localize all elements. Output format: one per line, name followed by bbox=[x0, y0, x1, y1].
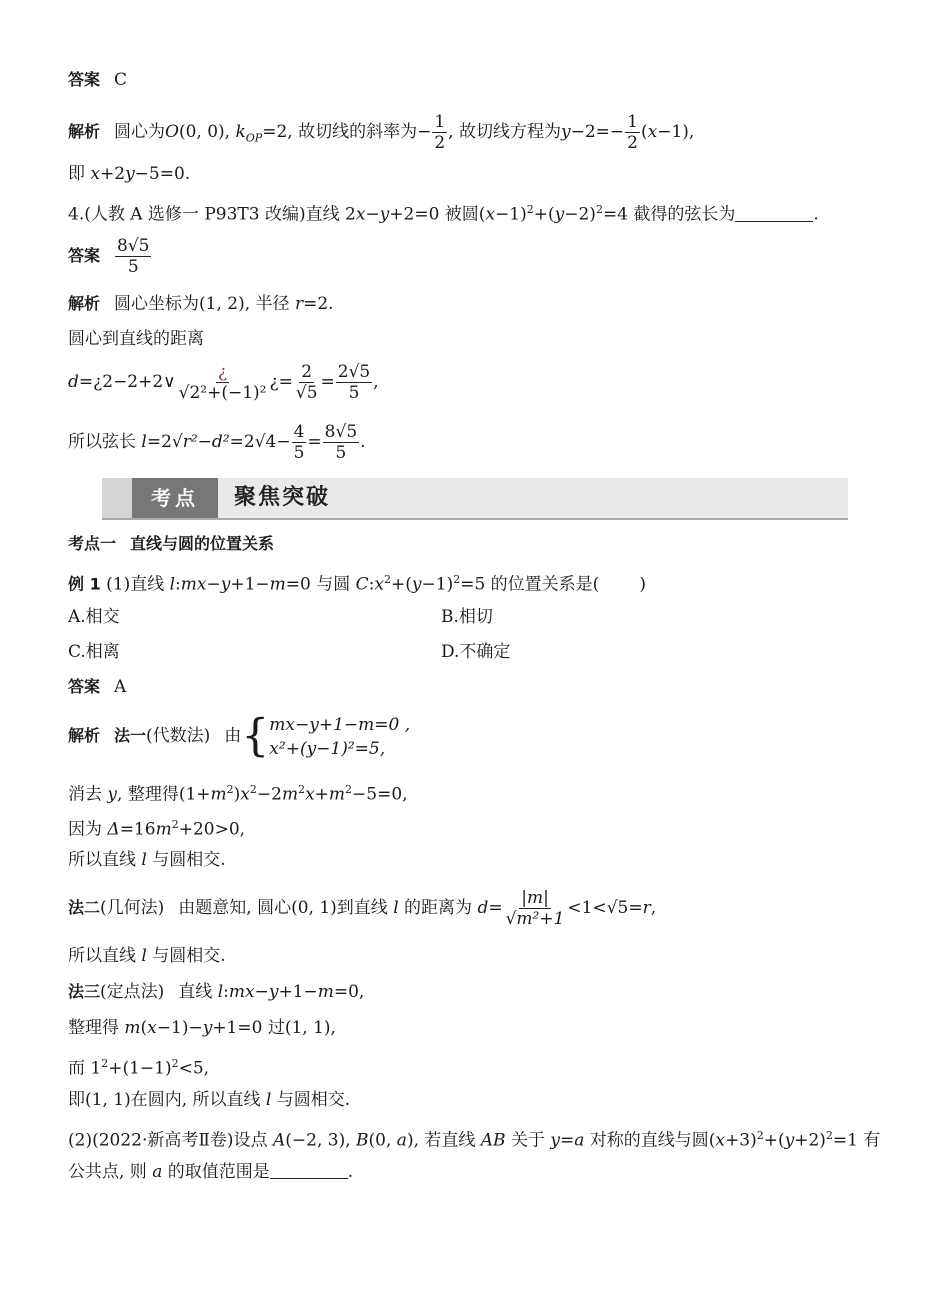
text: 由题意知, 圆心(0, 1)到直线 bbox=[178, 898, 394, 918]
text: C bbox=[355, 574, 369, 595]
fraction bbox=[432, 112, 447, 153]
text: a bbox=[396, 1130, 407, 1151]
analysis-label: 解析 bbox=[68, 122, 101, 141]
denominator: 2 bbox=[434, 133, 446, 153]
text: 整理得 bbox=[68, 1018, 125, 1038]
text: 直线 bbox=[178, 982, 218, 1002]
text: . bbox=[347, 1162, 354, 1182]
text: m bbox=[155, 819, 172, 840]
text: +( bbox=[763, 1130, 785, 1151]
text: y bbox=[550, 1130, 560, 1151]
superscript: 2 bbox=[298, 783, 306, 796]
text: − bbox=[206, 574, 221, 595]
superscript: 2 bbox=[595, 203, 603, 216]
text: : bbox=[223, 982, 229, 1002]
superscript: 2 bbox=[249, 783, 257, 796]
text: , 故切线方程为 bbox=[448, 122, 561, 142]
superscript: 2 bbox=[825, 1129, 833, 1142]
text: 所以弦长 bbox=[68, 432, 142, 452]
text: =2, 故切线的斜率为− bbox=[262, 122, 432, 142]
text: +( bbox=[533, 204, 555, 225]
text: + bbox=[314, 784, 329, 805]
text: = bbox=[320, 372, 335, 392]
text: √4− bbox=[254, 432, 291, 452]
text: m bbox=[269, 574, 286, 595]
text: m bbox=[317, 982, 334, 1002]
answer-value: A bbox=[114, 677, 127, 697]
text: 的取值范围是 bbox=[162, 1162, 270, 1182]
section-banner bbox=[102, 478, 848, 520]
equation-row: x²+(y−1)²=5, bbox=[269, 738, 386, 759]
denominator: √m²+1 bbox=[505, 909, 565, 929]
answer-line-1 bbox=[68, 68, 127, 92]
superscript: 2 bbox=[171, 818, 179, 831]
elimination bbox=[68, 778, 408, 807]
text: +20>0, bbox=[178, 819, 246, 840]
text: =16 bbox=[119, 819, 156, 840]
denominator: 5 bbox=[127, 257, 139, 277]
text: +2) bbox=[794, 1130, 826, 1151]
method-label: 法二 bbox=[68, 898, 101, 917]
superscript: 2 bbox=[171, 1057, 179, 1070]
text: x bbox=[147, 1018, 157, 1038]
conclusion-1 bbox=[68, 848, 226, 872]
banner-tag: 考点 bbox=[132, 478, 218, 518]
text: <1<√5= bbox=[567, 898, 643, 918]
subscript: OP bbox=[245, 131, 263, 145]
text: − bbox=[254, 982, 269, 1002]
numerator: 1 bbox=[434, 112, 446, 132]
text: 对称的直线与圆( bbox=[584, 1130, 716, 1151]
text: m bbox=[124, 1018, 141, 1038]
text: 即 bbox=[68, 164, 91, 184]
text: y bbox=[560, 122, 571, 142]
example-1 bbox=[68, 568, 646, 597]
question-2-cont bbox=[68, 1160, 353, 1184]
text: 与圆相交. bbox=[271, 1090, 351, 1110]
text: y bbox=[220, 574, 231, 595]
numerator: ¿ bbox=[218, 362, 228, 382]
text: y bbox=[202, 1018, 213, 1038]
text: ( bbox=[640, 122, 648, 142]
banner-decoration bbox=[102, 478, 132, 518]
text: =2 bbox=[229, 432, 255, 452]
text: (0, bbox=[368, 1130, 397, 1151]
answer-blank[interactable] bbox=[735, 207, 813, 222]
text: =0 与圆 bbox=[285, 574, 356, 595]
text: l bbox=[393, 898, 399, 918]
text: , bbox=[373, 372, 379, 392]
text: mx bbox=[180, 574, 207, 595]
text: : bbox=[175, 574, 181, 595]
text: ) bbox=[233, 784, 241, 805]
chord-length bbox=[68, 418, 366, 466]
text: = bbox=[559, 1130, 575, 1151]
conclusion-2 bbox=[68, 944, 226, 968]
answer-blank[interactable] bbox=[270, 1164, 348, 1179]
text: , 整理得(1+ bbox=[117, 784, 211, 805]
text: k bbox=[235, 122, 246, 142]
text: 所以直线 bbox=[68, 850, 142, 870]
text: 与圆相交. bbox=[146, 850, 226, 870]
text: . bbox=[813, 204, 819, 225]
numerator: 2√5 bbox=[337, 362, 371, 382]
answer-label: 答案 bbox=[68, 246, 101, 265]
text: d bbox=[68, 372, 79, 392]
analysis-label: 解析 bbox=[68, 726, 101, 745]
inequality bbox=[68, 1052, 209, 1081]
fraction bbox=[336, 362, 372, 403]
text: (定点法) bbox=[100, 982, 165, 1002]
superscript: 2 bbox=[453, 573, 461, 586]
text: l bbox=[141, 850, 147, 870]
option-a[interactable]: A.相交 bbox=[68, 607, 120, 627]
superscript: 2 bbox=[101, 1057, 109, 1070]
superscript: 2 bbox=[384, 573, 392, 586]
text: l bbox=[141, 432, 147, 452]
numerator: 2 bbox=[301, 362, 313, 382]
text: +(1−1) bbox=[108, 1058, 172, 1079]
text: B bbox=[356, 1130, 369, 1151]
text: l bbox=[169, 574, 176, 595]
text: y bbox=[554, 204, 565, 225]
denominator: √2²+(−1)² bbox=[178, 383, 267, 403]
text: x bbox=[647, 122, 658, 142]
text: x bbox=[374, 574, 385, 595]
text: . bbox=[360, 432, 366, 452]
method-label: 法三 bbox=[68, 982, 101, 1001]
example-label: 例 1 bbox=[68, 574, 101, 594]
superscript: 2 bbox=[345, 783, 353, 796]
text: a bbox=[152, 1162, 163, 1182]
denominator: 5 bbox=[348, 383, 360, 403]
text: x bbox=[305, 784, 315, 805]
text: 所以直线 bbox=[68, 946, 142, 966]
text: +( bbox=[391, 574, 412, 595]
text: 消去 bbox=[68, 784, 108, 805]
text: d bbox=[477, 898, 489, 918]
text: y bbox=[268, 982, 279, 1002]
text: x bbox=[485, 204, 496, 225]
text: =0, bbox=[333, 982, 365, 1002]
result-line bbox=[68, 162, 190, 186]
distance-label bbox=[68, 327, 204, 351]
superscript: 2 bbox=[226, 783, 234, 796]
text: −2 bbox=[256, 784, 282, 805]
analysis-line-1 bbox=[68, 112, 694, 153]
topic-title: 直线与圆的位置关系 bbox=[130, 534, 275, 553]
text: −2=− bbox=[570, 122, 625, 142]
text: x bbox=[240, 784, 250, 805]
text: A bbox=[272, 1130, 286, 1151]
numerator: 8√5 bbox=[117, 236, 150, 256]
denominator: 5 bbox=[335, 443, 347, 463]
numerator: 4 bbox=[293, 422, 305, 442]
text: r bbox=[642, 898, 651, 918]
distance-formula bbox=[68, 358, 379, 406]
superscript: 2 bbox=[756, 1129, 764, 1142]
text: r bbox=[294, 294, 304, 314]
denominator: √5 bbox=[295, 383, 318, 403]
text: : bbox=[368, 574, 375, 595]
banner-title: 聚焦突破 bbox=[234, 485, 331, 510]
text: 因为 bbox=[68, 819, 108, 840]
text: = bbox=[307, 432, 322, 452]
text: m bbox=[328, 784, 346, 805]
denominator: 2 bbox=[627, 133, 638, 153]
text: ( bbox=[140, 1018, 148, 1038]
text: √r²−d² bbox=[171, 432, 230, 452]
option-b[interactable]: B.相切 bbox=[441, 607, 493, 627]
fixed-point bbox=[68, 1016, 336, 1040]
text: +1− bbox=[278, 982, 318, 1002]
text: (2)(2022·新高考Ⅱ卷)设点 bbox=[68, 1130, 273, 1151]
text: =1 有 bbox=[832, 1130, 881, 1151]
analysis-line-2 bbox=[68, 292, 334, 316]
text: l bbox=[141, 946, 147, 966]
text: (0, 0), bbox=[178, 122, 236, 142]
text: +1− bbox=[230, 574, 270, 595]
text: 即(1, 1)在圆内, 所以直线 bbox=[68, 1090, 266, 1110]
text: −1) bbox=[495, 204, 527, 225]
text: mx bbox=[228, 982, 255, 1002]
answer-value: C bbox=[114, 70, 128, 90]
text: l bbox=[217, 982, 224, 1002]
method-2 bbox=[68, 882, 656, 934]
analysis-label: 解析 bbox=[68, 294, 101, 313]
text: 而 1 bbox=[68, 1058, 102, 1079]
text: − bbox=[365, 204, 380, 225]
text: 关于 bbox=[505, 1130, 551, 1151]
answer-line-2 bbox=[68, 232, 152, 280]
option-d[interactable]: D.不确定 bbox=[441, 642, 511, 662]
text: −1), bbox=[657, 122, 695, 142]
discriminant bbox=[68, 813, 245, 842]
text: (−2, 3), bbox=[285, 1130, 357, 1151]
text: −2) bbox=[564, 204, 596, 225]
text: 4.(人教 A 选修一 P93T3 改编)直线 2 bbox=[68, 204, 356, 225]
text: m bbox=[281, 784, 299, 805]
text: (几何法) bbox=[100, 898, 165, 918]
answer-fraction bbox=[115, 236, 151, 277]
text: y bbox=[784, 1130, 795, 1151]
fraction bbox=[323, 422, 359, 463]
question-4 bbox=[68, 198, 819, 227]
text: <5, bbox=[178, 1058, 210, 1079]
text: ¿= bbox=[269, 372, 293, 392]
method-3 bbox=[68, 980, 364, 1004]
text: = bbox=[488, 898, 503, 918]
text: O bbox=[165, 122, 179, 142]
text: (代数法) bbox=[146, 726, 211, 746]
text: y bbox=[125, 164, 135, 184]
text: −5=0, bbox=[352, 784, 408, 805]
method-1 bbox=[68, 710, 410, 762]
text: y bbox=[379, 204, 390, 225]
equation-system bbox=[269, 713, 410, 761]
conclusion-3 bbox=[68, 1088, 350, 1112]
denominator: 5 bbox=[293, 443, 305, 463]
text: x bbox=[90, 164, 100, 184]
numerator: 1 bbox=[627, 112, 638, 132]
fraction bbox=[292, 422, 307, 463]
text: 圆心坐标为(1, 2), 半径 bbox=[114, 294, 295, 314]
text: +2=0 被圆( bbox=[389, 204, 486, 225]
question-2 bbox=[68, 1124, 880, 1153]
superscript: 2 bbox=[526, 203, 534, 216]
fraction bbox=[294, 362, 320, 403]
text: ) bbox=[639, 574, 646, 595]
text: 与圆相交. bbox=[146, 946, 226, 966]
text: y bbox=[107, 784, 118, 805]
text: =5 的位置关系是( bbox=[460, 574, 600, 595]
topic-heading bbox=[68, 532, 274, 556]
method-label: 法一 bbox=[114, 726, 147, 745]
text: +2 bbox=[100, 164, 126, 184]
text: x bbox=[355, 204, 366, 225]
text: m bbox=[210, 784, 227, 805]
text: a bbox=[574, 1130, 585, 1151]
text: ), 若直线 bbox=[406, 1130, 481, 1151]
text: 圆心为 bbox=[114, 122, 166, 142]
fraction bbox=[504, 888, 567, 929]
topic-number: 考点一 bbox=[68, 534, 117, 553]
text: 的距离为 bbox=[398, 898, 478, 918]
equation-row: mx−y+1−m=0 , bbox=[269, 714, 411, 735]
fraction bbox=[177, 362, 269, 403]
text: −1) bbox=[421, 574, 454, 595]
text: =2 bbox=[146, 432, 172, 452]
answer-label: 答案 bbox=[68, 70, 101, 89]
text: 公共点, 则 bbox=[68, 1162, 153, 1182]
option-c[interactable]: C.相离 bbox=[68, 642, 120, 662]
text: 圆心到直线的距离 bbox=[68, 329, 204, 349]
brace: { bbox=[241, 710, 270, 762]
text: AB bbox=[480, 1130, 506, 1151]
answer-label: 答案 bbox=[68, 677, 101, 696]
text: +1=0 过(1, 1), bbox=[212, 1018, 336, 1038]
text: 由 bbox=[224, 726, 242, 746]
text: −1)− bbox=[156, 1018, 203, 1038]
answer-line-3 bbox=[68, 675, 126, 699]
fraction bbox=[625, 112, 640, 153]
text: l bbox=[265, 1090, 272, 1110]
text: =¿2−2+2∨ bbox=[78, 372, 176, 392]
text: =2. bbox=[303, 294, 334, 314]
numerator: 8√5 bbox=[324, 422, 358, 442]
numerator: |m| bbox=[521, 888, 549, 908]
text: +3) bbox=[725, 1130, 757, 1151]
text: −5=0. bbox=[134, 164, 191, 184]
text: y bbox=[411, 574, 422, 595]
text: Δ bbox=[107, 819, 120, 840]
text: x bbox=[715, 1130, 726, 1151]
text: (1)直线 bbox=[106, 574, 170, 595]
text: , bbox=[650, 898, 657, 918]
text: =4 截得的弦长为 bbox=[602, 204, 736, 225]
